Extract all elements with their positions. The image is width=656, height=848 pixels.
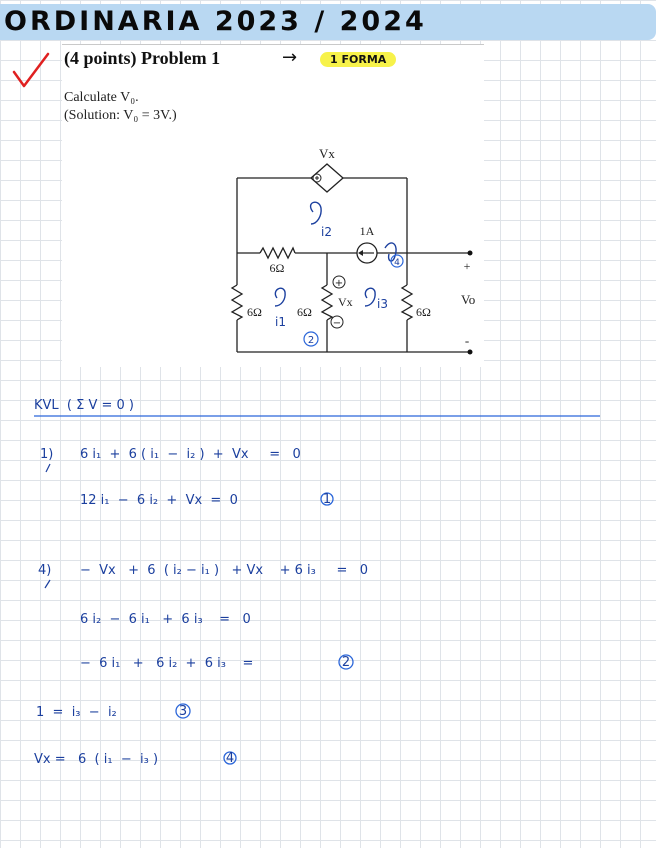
problem-instruction: Calculate V₀. bbox=[64, 90, 139, 105]
dep-source-label: Vx bbox=[319, 146, 335, 161]
forma-badge: 1 FORMA bbox=[320, 52, 396, 67]
res-right-label: 6Ω bbox=[416, 305, 431, 319]
vx-minus-sign: − bbox=[332, 318, 342, 329]
eq3-num: 3 bbox=[178, 704, 188, 719]
resistor-top bbox=[260, 248, 295, 258]
mesh-i1-loop-icon bbox=[275, 288, 285, 306]
resistor-middle bbox=[322, 285, 332, 320]
problem-solution: (Solution: V₀ = 3V.) bbox=[64, 108, 177, 123]
page-title: ORDINARIA 2023 / 2024 bbox=[4, 6, 427, 37]
handwritten-notes bbox=[0, 380, 656, 848]
eq1-tag: 1) bbox=[40, 447, 54, 462]
res-top-label: 6Ω bbox=[269, 261, 285, 275]
tag-2: 2 bbox=[307, 335, 315, 346]
terminal-top bbox=[468, 251, 473, 256]
eq5-line: Vx = 6 ( i₁ − i₃ ) bbox=[34, 752, 159, 767]
resistor-left bbox=[232, 285, 242, 320]
vo-plus: + bbox=[463, 259, 471, 273]
dependent-voltage-source bbox=[311, 164, 343, 192]
eq4-num: 2 bbox=[341, 655, 351, 670]
arrow-icon: → bbox=[282, 47, 298, 68]
eq4-line-a: − Vx + 6 ( i₂ − i₁ ) + Vx + 6 i₃ = 0 bbox=[80, 563, 369, 578]
kvl-header: KVL ( Σ V = 0 ) bbox=[34, 398, 135, 413]
eq4-tag: 4) bbox=[38, 563, 52, 578]
res-mid-label: 6Ω bbox=[297, 305, 312, 319]
tag-4: 4 bbox=[394, 258, 400, 268]
resistor-right bbox=[402, 285, 412, 320]
circuit-diagram bbox=[225, 140, 485, 366]
mesh-i1-label: i1 bbox=[275, 315, 286, 329]
mesh-i3-label: i3 bbox=[377, 297, 388, 311]
vx-plus-sign: + bbox=[334, 278, 344, 289]
eq4-tick-icon bbox=[45, 580, 50, 588]
problem-title: (4 points) Problem 1 bbox=[64, 48, 221, 68]
vx-label: Vx bbox=[338, 295, 353, 309]
eq1-num: 1 bbox=[322, 492, 332, 507]
mesh-i2-label: i2 bbox=[321, 225, 332, 239]
res-left-label: 6Ω bbox=[247, 305, 262, 319]
vo-label: Vo bbox=[461, 292, 476, 307]
eq1-line-b: 12 i₁ − 6 i₂ + Vx = 0 bbox=[80, 493, 238, 508]
eq1-tick-icon bbox=[46, 464, 50, 472]
eq3-line: 1 = i₃ − i₂ bbox=[36, 705, 117, 720]
eq4-line-b: 6 i₂ − 6 i₁ + 6 i₃ = 0 bbox=[80, 612, 251, 627]
vo-minus: - bbox=[464, 333, 470, 348]
check-mark-icon bbox=[10, 50, 52, 94]
current-source-label: 1A bbox=[359, 224, 375, 238]
mesh-i2-loop-icon bbox=[311, 202, 322, 224]
eq4-line-c: − 6 i₁ + 6 i₂ + 6 i₃ = bbox=[80, 656, 254, 671]
terminal-bottom bbox=[468, 350, 473, 355]
eq1-line-a: 6 i₁ + 6 ( i₁ − i₂ ) + Vx = 0 bbox=[80, 447, 301, 462]
mesh-i3-loop-icon bbox=[365, 288, 375, 306]
eq5-num: 4 bbox=[225, 751, 235, 766]
